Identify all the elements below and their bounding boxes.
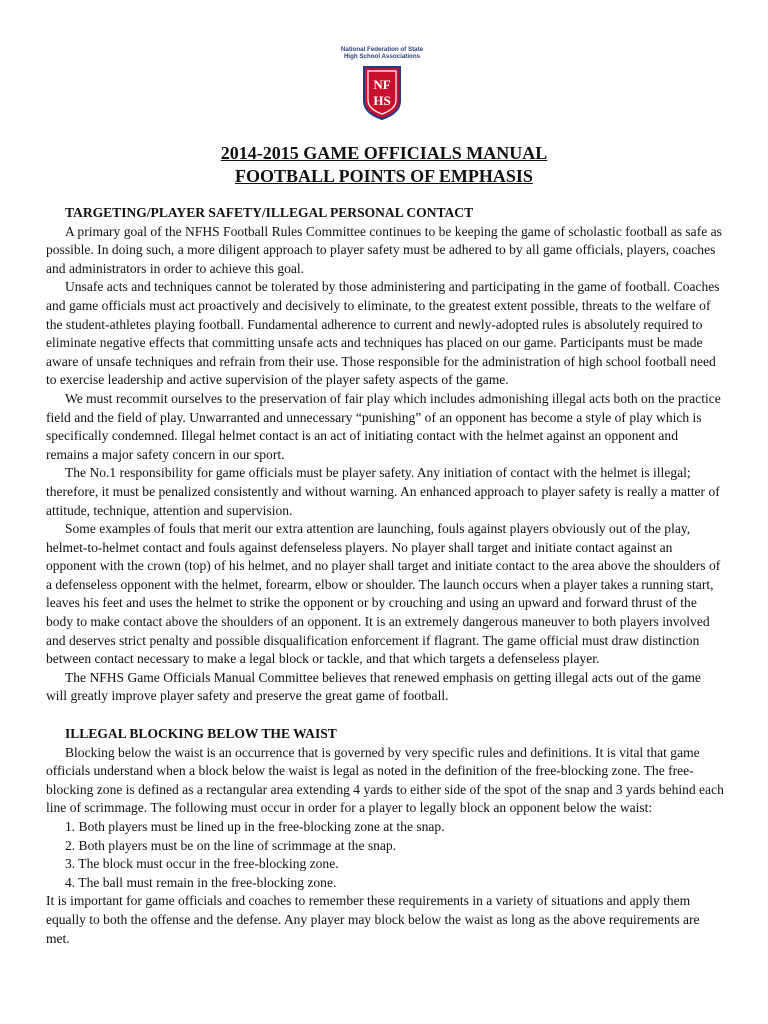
document-title-line1: 2014-2015 GAME OFFICIALS MANUAL <box>220 143 548 163</box>
paragraph: The NFHS Game Officials Manual Committee believes that renewed emphasis on getting illegal acts out of the game will greatly improve player safety and preserve the great game of football. <box>46 669 701 704</box>
section-heading-targeting: TARGETING/PLAYER SAFETY/ILLEGAL PERSONAL CONTACT <box>65 205 474 220</box>
list-item: 2. Both players must be on the line of scrimmage at the snap. <box>65 837 397 853</box>
document-body <box>46 204 724 948</box>
document-title-line2: FOOTBALL POINTS OF EMPHASIS <box>235 166 533 186</box>
list-item: 3. The block must occur in the free-blocking zone. <box>65 856 339 872</box>
logo-org-line1: National Federation of State <box>340 46 424 53</box>
logo-org-line2: High School Associations <box>343 53 421 60</box>
nfhs-logo <box>334 46 430 126</box>
paragraph: Some examples of fouls that merit our extra attention are launching, fouls against players obviously out of the play, helmet-to-helmet contact and fouls against defenseless players. No player shall target and initiate contact against an opponent with the crown (top) of his helmet, and no player shall target and initiate contact to the area above the shoulders of a defenseless opponent with the helmet, forearm, elbow or shoulder. The launch occurs when a player takes a running start, leaves his feet and uses the helmet to strike the opponent or by crouching and using an upward and forward thrust of the body to make contact above the shoulders of an opponent. It is an extremely dangerous maneuver to both players involved and deserves strict penalty and possible disqualification enforcement if flagrant. The game official must draw distinction between contact necessary to make a legal block or tackle, and that which targets a defenseless player. <box>46 521 721 667</box>
list-item: 1. Both players must be lined up in the free-blocking zone at the snap. <box>65 819 445 834</box>
list-item: 4. The ball must remain in the free-blocking zone. <box>65 874 337 890</box>
svg-text:HS: HS <box>373 93 391 108</box>
nfhs-shield-icon <box>362 63 402 121</box>
paragraph: It is important for game officials and coaches to remember these requirements in a variety of situations and apply them equally to both the offense and the defense. Any player may block below the waist as long as the above requirements are met. <box>46 893 700 946</box>
paragraph: We must recommit ourselves to the preservation of fair play which includes admonishing illegal acts both on the practice field and the field of play. Unwarranted and unnecessary “punishing” of an opponent has become a style of play which is specifically condemned. Illegal helmet contact is an act of initiating contact with the helmet against an opponent and remains a major safety concern in our sport. <box>46 390 721 462</box>
paragraph: A primary goal of the NFHS Football Rules Committee continues to be keeping the game of scholastic football as safe as possible. In doing such, a more diligent approach to player safety must be adhered to by all game officials, players, coaches and administrators in order to achieve this goal. <box>46 223 722 276</box>
paragraph: Blocking below the waist is an occurrence that is governed by very specific rules and definitions. It is vital that game officials understand when a block below the waist is legal as noted in the definition of the free-blocking zone. The free-blocking zone is defined as a rectangular area extending 4 yards to either side of the spot of the snap and 3 yards behind each line of scrimmage. The following must occur in order for a player to legally block an opponent below the waist: <box>46 744 724 816</box>
paragraph: Unsafe acts and techniques cannot be tolerated by those administering and participating in the game of football. Coaches and game officials must act proactively and decisively to eliminate, to the greatest extent possible, threats to the welfare of the student-athletes playing football. Fundamental adherence to current and newly-adopted rules is absolutely required to eliminate negative effects that committing unsafe acts and techniques has placed on our game. Participants must be made aware of unsafe techniques and refrain from their use. Those responsible for the administration of high school football need to exercise leadership and active supervision of the player safety aspects of the game. <box>46 279 720 388</box>
svg-text:NF: NF <box>373 77 391 92</box>
paragraph: The No.1 responsibility for game officials must be player safety. Any initiation of contact with the helmet is illegal; therefore, it must be penalized consistently and without warning. An enhanced approach to player safety is really a matter of attitude, technique, attention and supervision. <box>46 465 720 518</box>
section-spacer <box>46 706 724 725</box>
section-heading-blocking: ILLEGAL BLOCKING BELOW THE WAIST <box>65 726 337 742</box>
